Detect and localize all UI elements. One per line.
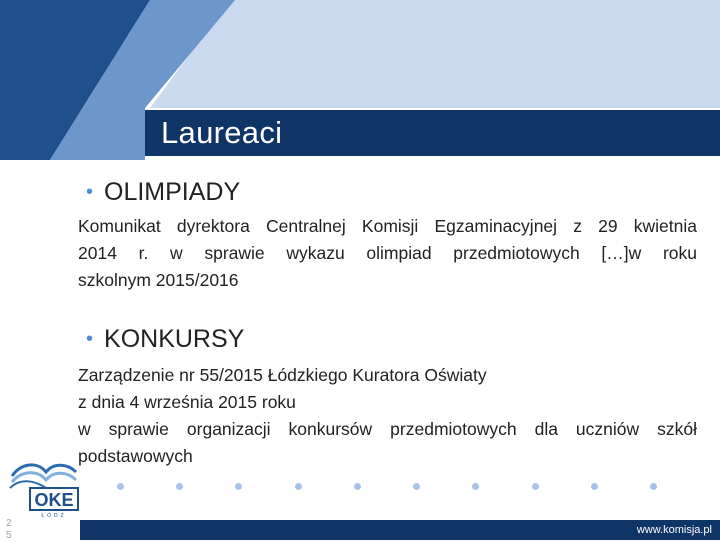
bullet-heading: KONKURSY bbox=[104, 325, 245, 353]
page-number: 25 bbox=[6, 518, 12, 541]
decor-dot bbox=[176, 483, 183, 490]
decor-dot bbox=[472, 483, 479, 490]
bullet-konkursy bbox=[86, 325, 244, 354]
oke-logo bbox=[4, 458, 82, 518]
header-light-shape bbox=[150, 0, 720, 108]
decor-dot bbox=[532, 483, 539, 490]
paragraph-line: szkolnym 2015/2016 bbox=[78, 270, 239, 290]
paragraph-line: z dnia 4 września 2015 roku bbox=[78, 392, 296, 412]
bullet-dot-icon: • bbox=[86, 328, 94, 350]
logo-subtext: ŁÓDŹ bbox=[41, 513, 67, 518]
paragraph-line: w sprawie organizacji konkursów przedmiotowych dla uczniów szkół bbox=[78, 419, 697, 439]
title-bar bbox=[145, 110, 720, 156]
konkursy-paragraph bbox=[78, 362, 697, 470]
bullet-heading: OLIMPIADY bbox=[104, 178, 241, 206]
decor-dot bbox=[235, 483, 242, 490]
decor-dot bbox=[650, 483, 657, 490]
decor-dot bbox=[591, 483, 598, 490]
decor-dot bbox=[117, 483, 124, 490]
decorative-dots bbox=[117, 483, 657, 490]
olimpiady-paragraph bbox=[78, 213, 697, 294]
footer-url[interactable]: www.komisja.pl bbox=[636, 524, 712, 536]
logo-text: OKE bbox=[34, 490, 74, 510]
paragraph-line: podstawowych bbox=[78, 446, 193, 466]
paragraph-line: Komunikat dyrektora Centralnej Komisji Egzaminacyjnej z 29 kwietnia bbox=[78, 216, 697, 236]
bullet-olimpiady bbox=[86, 178, 240, 207]
bullet-dot-icon: • bbox=[86, 181, 94, 203]
slide-title: Laureaci bbox=[161, 115, 283, 150]
footer-bar bbox=[80, 520, 720, 540]
paragraph-line: 2014 r. w sprawie wykazu olimpiad przedmiotowych […]w roku bbox=[78, 243, 697, 263]
decor-dot bbox=[354, 483, 361, 490]
paragraph-line: Zarządzenie nr 55/2015 Łódzkiego Kuratora Oświaty bbox=[78, 365, 487, 385]
decor-dot bbox=[295, 483, 302, 490]
decor-dot bbox=[413, 483, 420, 490]
